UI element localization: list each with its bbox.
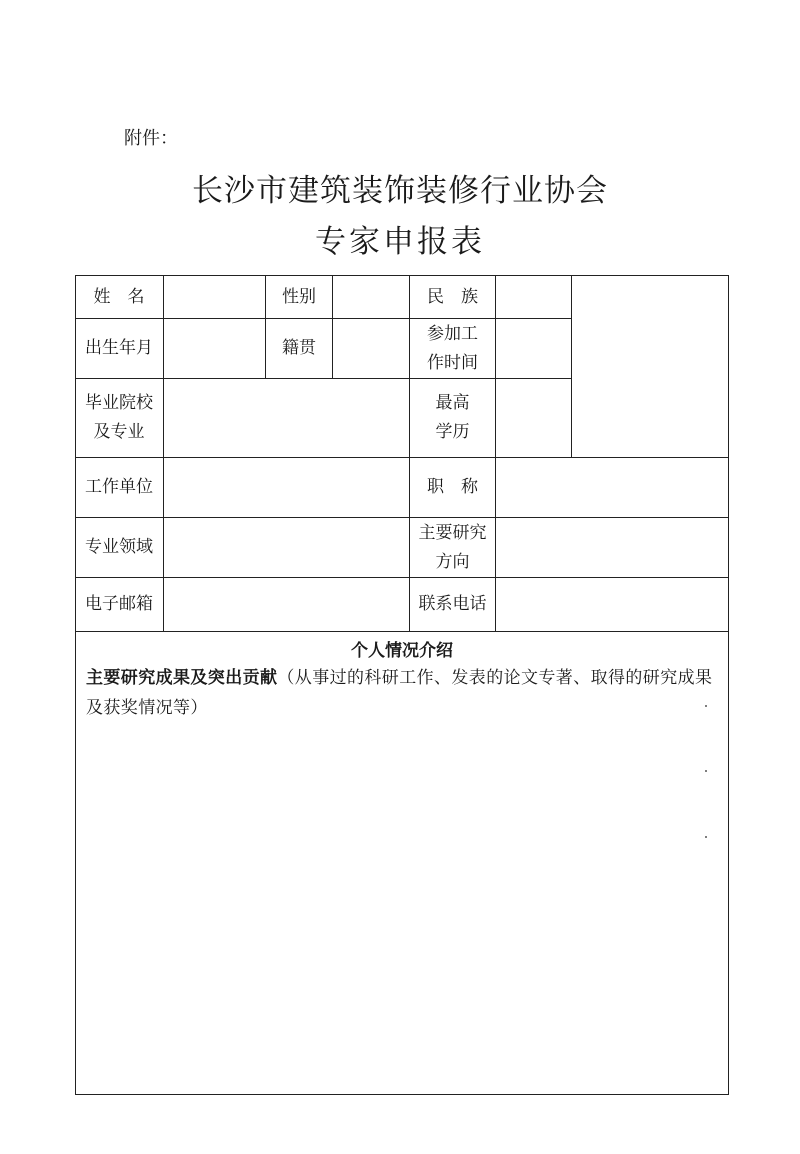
phone-field[interactable] (497, 578, 727, 631)
form-title: 长沙市建筑装饰装修行业协会 (192, 173, 608, 209)
employer-field[interactable] (165, 458, 409, 517)
school-major-field[interactable] (165, 379, 409, 457)
employer-label: 工作单位 (85, 477, 153, 497)
work-start-field[interactable] (497, 319, 571, 378)
phone-label: 联系电话 (418, 594, 487, 614)
native-place-field[interactable] (334, 319, 409, 378)
specialty-label: 专业领域 (85, 537, 153, 557)
email-label: 电子邮箱 (85, 594, 153, 614)
intro-heading: 个人情况介绍 (351, 641, 453, 661)
job-title-field[interactable] (497, 458, 727, 517)
gender-field[interactable] (334, 277, 409, 318)
research-direction-label: 主要研究 方向 (418, 522, 487, 572)
form-subtitle: 专家申报表 (315, 224, 485, 260)
intro-body-note: （从事过的科研工作、发表的论文专著、取得的研究成果及获奖情况等） (86, 668, 713, 718)
education-field[interactable] (497, 379, 571, 457)
name-field[interactable] (165, 277, 265, 318)
specialty-field[interactable] (165, 518, 409, 577)
intro-content-area[interactable] (77, 728, 727, 1093)
email-field[interactable] (165, 578, 409, 631)
intro-instructions (86, 663, 726, 723)
intro-body-bold: 主要研究成果及突出贡献 (86, 668, 278, 688)
row-divider (75, 631, 729, 632)
ethnicity-field[interactable] (497, 277, 571, 318)
scan-mark (705, 705, 707, 707)
birth-date-field[interactable] (165, 319, 265, 378)
name-label: 姓 名 (93, 287, 145, 307)
scan-mark (705, 836, 707, 838)
research-direction-field[interactable] (497, 518, 727, 577)
ethnicity-label: 民 族 (427, 287, 478, 307)
work-start-label: 参加工 作时间 (427, 323, 478, 373)
school-major-label: 毕业院校 及专业 (85, 393, 153, 442)
gender-label: 性别 (282, 287, 316, 307)
native-place-label: 籍贯 (282, 338, 316, 358)
scan-mark (705, 770, 707, 772)
job-title-label: 职 称 (427, 477, 478, 497)
birth-date-label: 出生年月 (85, 338, 153, 358)
photo-area[interactable] (573, 277, 727, 457)
education-label: 最高 学历 (435, 393, 470, 442)
attachment-label: 附件： (124, 128, 178, 149)
